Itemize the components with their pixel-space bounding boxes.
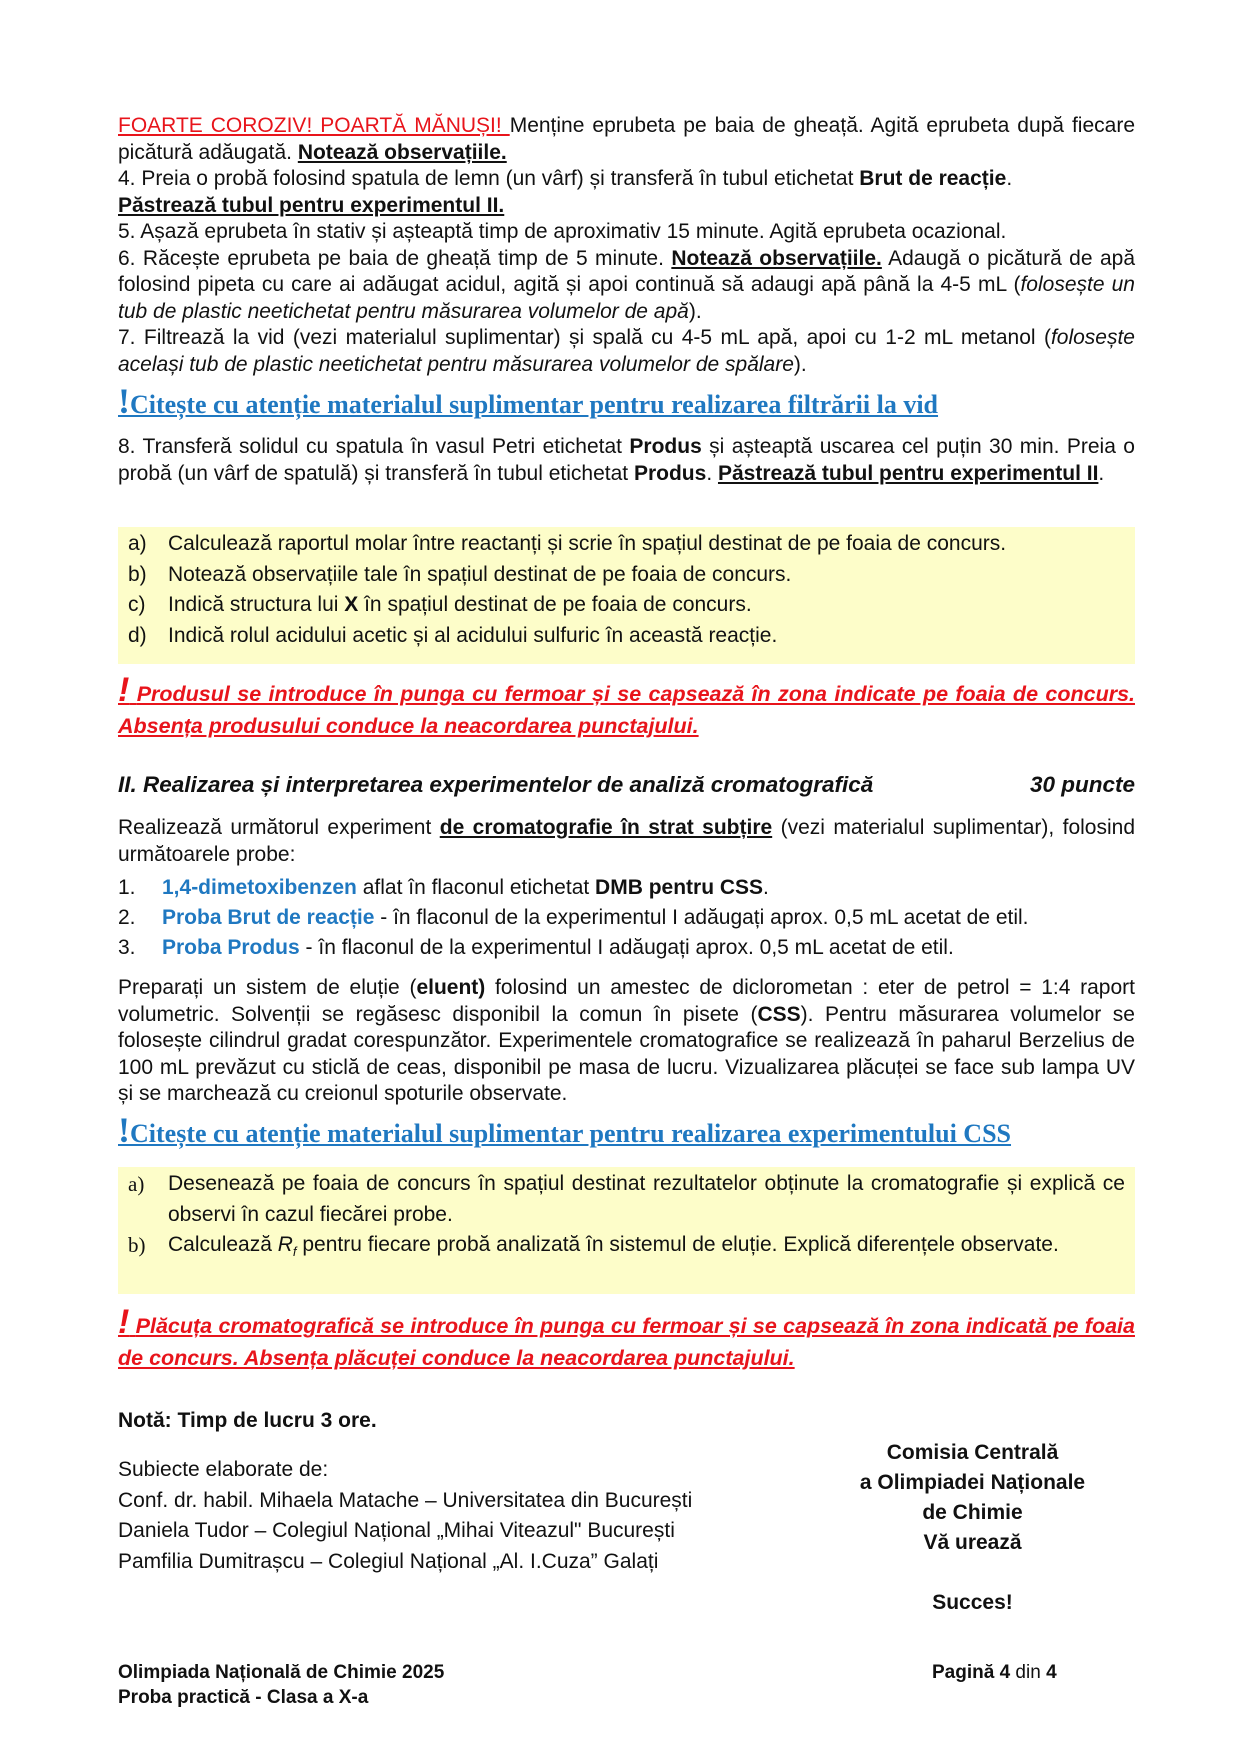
text: CSS [757, 1002, 801, 1026]
text: Vă urează [923, 1531, 1022, 1554]
text: 8. Transferă solidul cu spatula în vasul Petri etichetat [118, 435, 630, 458]
text: d) [128, 623, 147, 647]
procedure-steps-3-7: FOARTE COROZIV! POARTĂ MĂNUȘI! Menține eprubeta pe baia de gheață. Agită eprubeta după fiecare picătură adăugată. Notează observațiile. 4. Preia o probă folosind spatula de lemn (un vârf) și transferă în tubul etichetat Brut de reacție. Păstrează tubul pentru experimentul II. 5. Așază eprubeta în stativ și așteaptă timp de aproximativ 15 minute. Agită eprubeta ocazional. 6. Răcește eprubeta pe baia de gheață timp de 5 minute. Notează observațiile. Adaugă o picătură de apă folosind pipeta cu care ai adăugat acidul, agită și apoi continuă să adaugi apă până la 4-5 mL (folosește un tub de plastic neetichetat pentru măsurarea volumelor de apă). 7. Filtrează la vid (vezi materialul suplimentar) și spală cu 4-5 mL apă, apoi cu 1-2 mL metanol (folosește același tub de plastic neetichetat pentru măsurarea volumelor de spălare). [118, 114, 1136, 376]
text: f [292, 1244, 297, 1260]
text: Produs [629, 435, 702, 458]
text: 4. Preia o probă folosind spatula de lemn (un vârf) și transferă în tubul etichetat [118, 167, 860, 190]
text: (vezi materialul suplimentar), folosind următoarele probe: [118, 816, 1136, 866]
task-item [118, 1169, 1135, 1230]
text: 5. Așază eprubeta în stativ și așteaptă timp de aproximativ 15 minute. Agită eprubeta ocazional. [118, 220, 1007, 243]
text: a) [128, 1172, 145, 1196]
page-number [932, 1660, 1057, 1685]
tasks-box-1 [118, 527, 1135, 664]
text: . [706, 461, 718, 485]
text: Notează observațiile tale în spațiul destinat de pe foaia de concurs. [168, 562, 792, 586]
eluent-paragraph [118, 975, 1135, 1108]
text: a) [128, 532, 147, 555]
text: . [1098, 461, 1105, 485]
text: folosește un tub de plastic neetichetat pentru măsurarea volumelor de apă [118, 273, 1135, 323]
text: Plăcuța cromatografică se introduce în punga cu fermoar și se capsează în zona indicată pe foaia de concurs. Absența plăcuței conduce la neacordarea punctajului. [118, 1314, 1135, 1370]
text: c) [128, 593, 146, 616]
task-item [118, 621, 1135, 652]
text: Proba Brut de reacție [162, 906, 375, 929]
text: din [1010, 1662, 1047, 1683]
text: folosește același tub de plastic neetichetat pentru măsurarea volumelor de spălare [118, 326, 1135, 376]
text: Citește cu atenție materialul suplimentar pentru realizarea experimentului CSS [130, 1119, 1012, 1148]
text: b) [128, 1233, 146, 1257]
task-item [118, 590, 1135, 621]
text: Adaugă o picătură de apă folosind pipeta cu care ai adăugat acidul, agită și apoi continuă să adaugi apă până la 4-5 mL ( [118, 246, 1136, 296]
text: 1,4-dimetoxibenzen [162, 876, 357, 899]
text: 3. [118, 936, 136, 959]
text: Indică rolul acidului acetic și al acidului sulfuric în această reacție. [168, 623, 778, 647]
text: Brut de reacție [859, 167, 1007, 190]
text: Notează observațiile. [297, 140, 507, 164]
section-2-heading [118, 772, 1135, 799]
text: Subiecte elaborate de: [118, 1458, 329, 1481]
exclamation-icon: ! [118, 381, 130, 421]
text: Desenează pe foaia de concurs în spațiul destinat rezultatelor obținute la cromatografie și explică ce observi în cazul fiecărei probe. [168, 1172, 1125, 1226]
text: . [763, 876, 769, 899]
product-warning [118, 671, 1135, 742]
plate-warning [118, 1303, 1135, 1374]
text: eluent) [416, 976, 486, 999]
exclamation-icon: ! [118, 1110, 130, 1150]
text: și așteaptă uscarea cel puțin 30 min. Preia o probă (un vârf de spatulă) și transferă în tubul etichetat [118, 435, 1135, 485]
text: Proba practică - Clasa a X-a [118, 1687, 369, 1708]
text: X [344, 593, 359, 616]
text: Pagină [932, 1662, 1000, 1683]
corrosive-warning: FOARTE COROZIV! POARTĂ MĂNUȘI! [118, 114, 510, 137]
authors [118, 1455, 818, 1577]
text: Păstrează tubul pentru experimentul II [717, 461, 1099, 485]
text: în spațiul destinat de pe foaia de concurs. [358, 593, 752, 616]
text: aflat în flaconul etichetat [356, 876, 596, 899]
text: Indică structura lui [168, 593, 345, 616]
text: - în flaconul de la experimentul I adăugați aprox. 0,5 mL acetat de etil. [299, 936, 954, 959]
text: II. Realizarea și interpretarea experimentelor de analiză cromatografică [118, 772, 874, 797]
text: ). [688, 299, 702, 323]
exclamation-icon: ! [118, 1303, 130, 1341]
text: ). [793, 352, 807, 376]
list-item [118, 933, 1135, 963]
text: 6. Răcește eprubeta pe baia de gheață timp de 5 minute. [118, 246, 672, 270]
task-item [118, 560, 1135, 591]
text: 4 [999, 1662, 1011, 1683]
text: Pamfilia Dumitrașcu – Colegiul Național „Al. I.Cuza” Galați [118, 1549, 659, 1573]
text: pentru fiecare probă analizată în sistemul de eluție. Explică diferențele observate. [296, 1233, 1059, 1256]
tasks-box-2 [118, 1167, 1135, 1294]
text: Olimpiada Națională de Chimie 2025 [118, 1662, 445, 1683]
text: de Chimie [922, 1501, 1023, 1524]
text: de cromatografie în strat subțire [439, 816, 773, 839]
text: Preparați un sistem de eluție ( [118, 976, 417, 999]
text: Proba Produs [162, 936, 300, 959]
text: Citește cu atenție materialul suplimentar pentru realizarea filtrării la vid [130, 390, 939, 419]
samples-list [118, 873, 1135, 963]
text: Calculează [168, 1233, 278, 1256]
text: a Olimpiadei Naționale [859, 1471, 1086, 1494]
text: Păstrează tubul pentru experimentul II. [118, 193, 505, 217]
text: Menține eprubeta pe baia de gheață. Agită eprubeta după fiecare picătură adăugată. [118, 114, 1135, 164]
text: - în flaconul de la experimentul I adăugați aprox. 0,5 mL acetat de etil. [374, 906, 1029, 929]
exclamation-icon: ! [118, 671, 130, 709]
task-item [118, 1230, 1135, 1268]
text: Produs [633, 461, 707, 485]
time-note: Notă: Timp de lucru 3 ore. [118, 1409, 377, 1432]
text: 1. [118, 876, 136, 899]
text: R [277, 1233, 293, 1256]
css-notice [118, 1110, 1135, 1150]
text: Comisia Centrală [886, 1441, 1059, 1464]
text: Calculează raportul molar între reactanți și scrie în spațiul destinat de pe foaia de concurs. [168, 532, 1007, 555]
text: b) [128, 562, 147, 586]
text: ). Pentru măsurarea volumelor se folosește cilindrul gradat corespunzător. Experimentele cromatografice se realizează în paharul Berzelius de 100 mL prevăzut cu sticlă de ceas, disponibil pe masa de lucru. Vizualizarea plăcuței se face sub lampa UV și se marchează cu creionul spoturile observate. [118, 1002, 1135, 1105]
text: Succes! [932, 1591, 1013, 1614]
section-points: 30 puncte [1029, 772, 1135, 797]
text: 7. Filtrează la vid (vezi materialul suplimentar) și spală cu 4-5 mL apă, apoi cu 1-2 mL metanol ( [118, 326, 1051, 349]
list-item [118, 903, 1135, 933]
task-item [118, 529, 1135, 560]
text: Conf. dr. habil. Mihaela Matache – Universitatea din București [118, 1488, 693, 1512]
filtration-notice [118, 381, 1135, 421]
text: Produsul se introduce în punga cu fermoar și se capsează în zona indicate pe foaia de concurs. Absența produsului conduce la neacordarea punctajului. [118, 682, 1135, 738]
procedure-step-8 [118, 434, 1135, 487]
list-item [118, 873, 1135, 903]
text: Realizează următorul experiment [118, 816, 440, 839]
text: DMB pentru CSS [595, 876, 764, 899]
text: 4 [1046, 1662, 1057, 1683]
section-2-intro [118, 815, 1135, 868]
text: 2. [118, 906, 136, 929]
text: Daniela Tudor – Colegiul Național „Mihai Viteazul" București [118, 1519, 675, 1542]
text: folosind un amestec de diclorometan : eter de petrol = 1:4 raport volumetric. Solvenții se regăsesc disponibil la comun în pisete ( [118, 976, 1135, 1026]
commission-greeting [830, 1438, 1115, 1618]
text: Notează observațiile. [671, 246, 882, 270]
